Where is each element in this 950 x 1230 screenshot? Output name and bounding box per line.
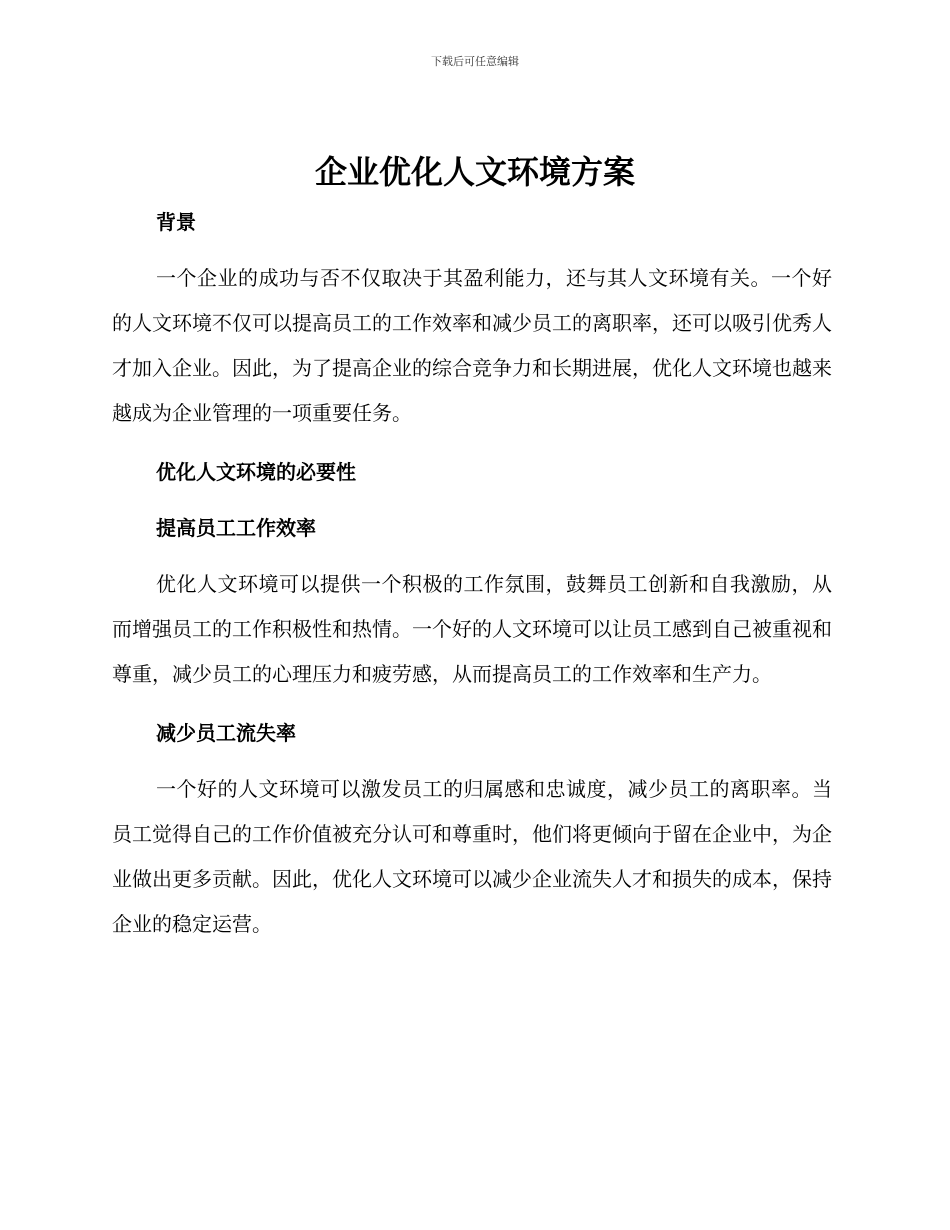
page-header: 下载后可任意编辑 bbox=[431, 55, 519, 68]
paragraph-efficiency: 优化人文环境可以提供一个积极的工作氛围，鼓舞员工创新和自我激励，从而增强员工的工作积极性和热情。一个好的人文环境可以让员工感到自己被重视和尊重，减少员工的心理压力和疲劳感，从而提高员工的工作效率和生产力。 bbox=[112, 572, 832, 686]
paragraph-turnover: 一个好的人文环境可以激发员工的归属感和忠诚度，减少员工的离职率。当员工觉得自己的工作价值被充分认可和尊重时，他们将更倾向于留在企业中，为企业做出更多贡献。因此，优化人文环境可以减少企业流失人才和损失的成本，保持企业的稳定运营。 bbox=[112, 777, 832, 936]
spacer bbox=[112, 244, 832, 256]
heading-efficiency: 提高员工工作效率 bbox=[156, 516, 316, 540]
document-body bbox=[112, 200, 832, 947]
spacer bbox=[112, 550, 832, 562]
spacer bbox=[112, 436, 832, 450]
heading-background: 背景 bbox=[156, 210, 196, 234]
paragraph-background: 一个企业的成功与否不仅取决于其盈利能力，还与其人文环境有关。一个好的人文环境不仅可以提高员工的工作效率和减少员工的离职率，还可以吸引优秀人才加入企业。因此，为了提高企业的综合竞争力和长期进展，优化人文环境也越来越成为企业管理的一项重要任务。 bbox=[112, 266, 832, 425]
heading-turnover: 减少员工流失率 bbox=[156, 721, 296, 745]
spacer bbox=[112, 697, 832, 711]
spacer bbox=[112, 755, 832, 767]
document-title: 企业优化人文环境方案 bbox=[314, 153, 635, 191]
heading-necessity: 优化人文环境的必要性 bbox=[156, 460, 356, 484]
spacer bbox=[112, 494, 832, 506]
